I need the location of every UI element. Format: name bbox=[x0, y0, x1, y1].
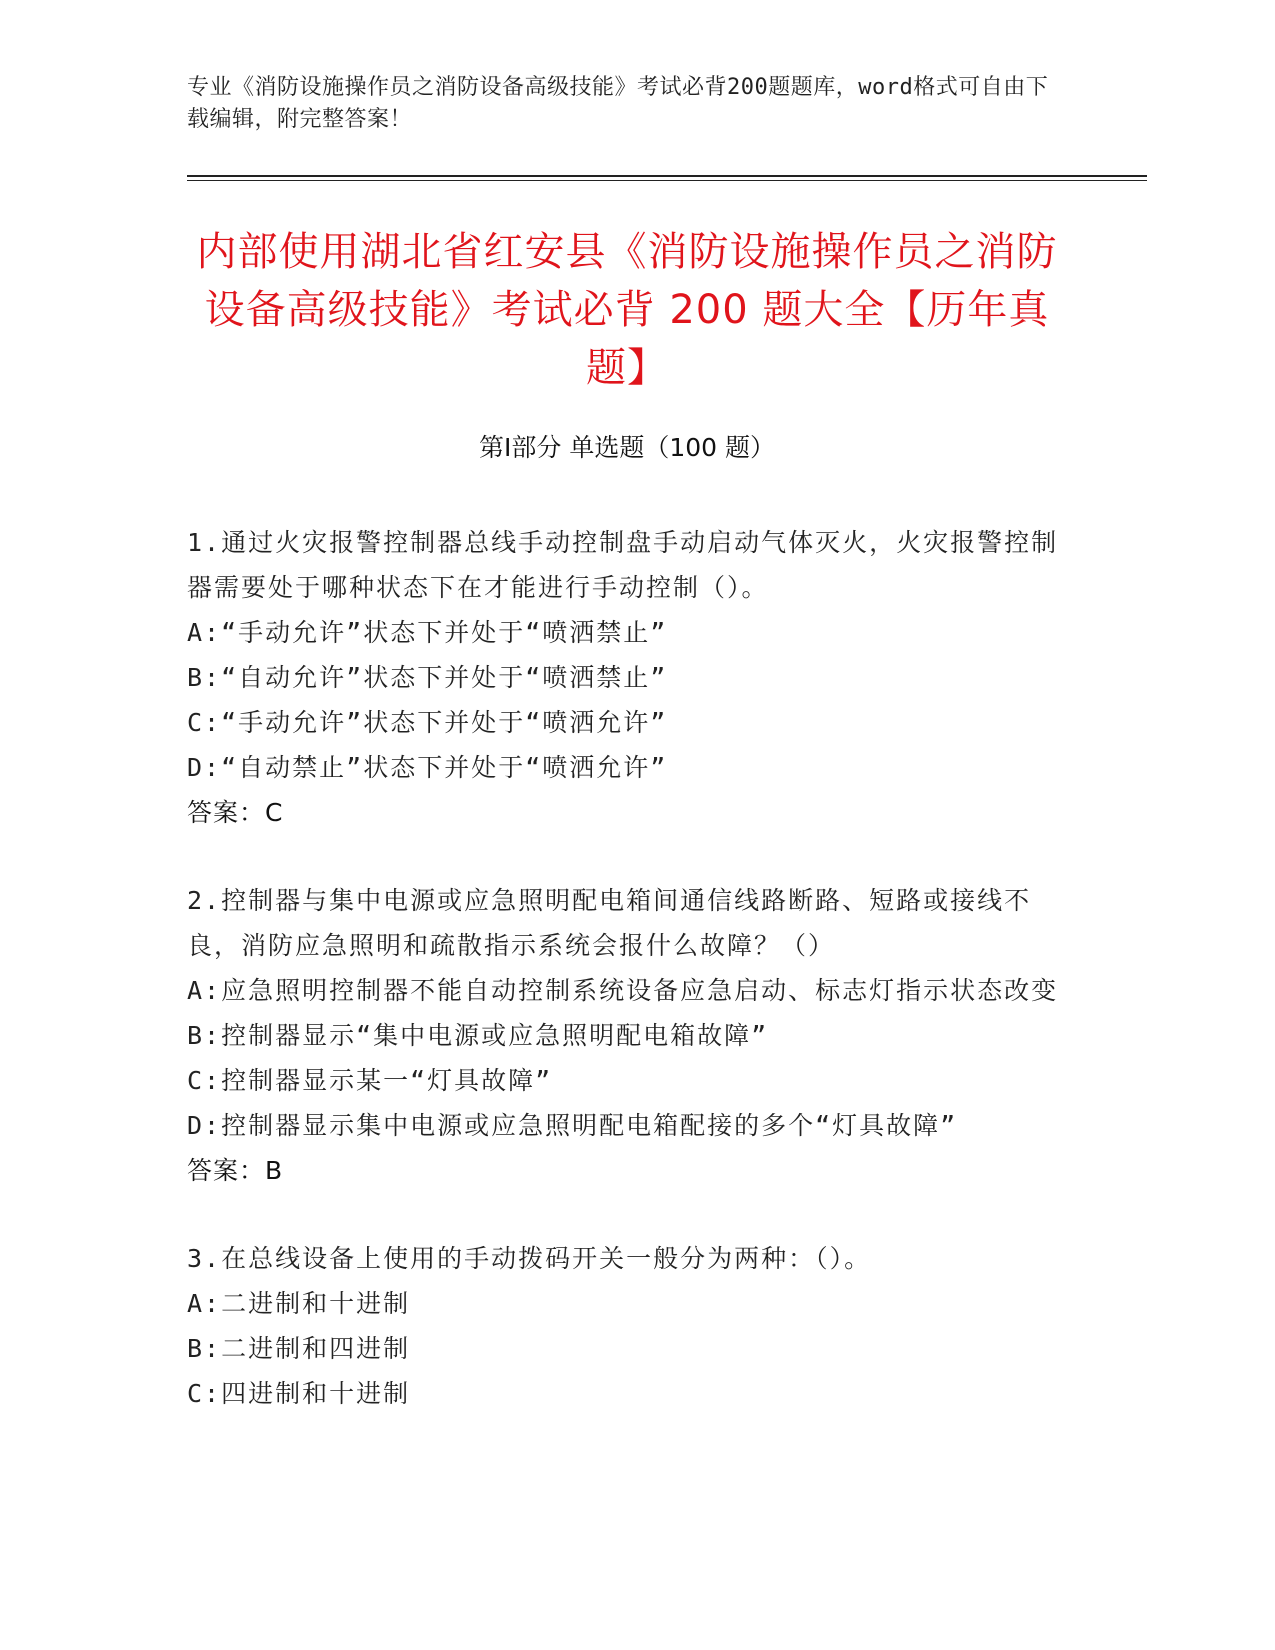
option-b: B:“自动允许”状态下并处于“喷洒禁止” bbox=[187, 663, 668, 692]
option-d: D:控制器显示集中电源或应急照明配电箱配接的多个“灯具故障” bbox=[187, 1111, 958, 1140]
option-c: C:“手动允许”状态下并处于“喷洒允许” bbox=[187, 708, 668, 737]
question-stem: 3.在总线设备上使用的手动拨码开关一般分为两种：（）。 bbox=[187, 1244, 872, 1273]
question-2 bbox=[187, 878, 1067, 1193]
question-stem: 2.控制器与集中电源或应急照明配电箱间通信线路断路、短路或接线不良，消防应急照明和疏散指示系统会报什么故障？（） bbox=[187, 886, 1032, 960]
question-list bbox=[187, 520, 1067, 1459]
header-note: 专业《消防设施操作员之消防设备高级技能》考试必背200题题库，word格式可自由下载编辑，附完整答案！ bbox=[187, 75, 1049, 132]
option-b: B:控制器显示“集中电源或应急照明配电箱故障” bbox=[187, 1021, 769, 1050]
header-rule-thick bbox=[187, 175, 1147, 177]
option-c: C:四进制和十进制 bbox=[187, 1379, 411, 1408]
question-3 bbox=[187, 1236, 1067, 1416]
option-d: D:“自动禁止”状态下并处于“喷洒允许” bbox=[187, 753, 668, 782]
document-title: 内部使用湖北省红安县《消防设施操作员之消防设备高级技能》考试必背 200 题大全【历年真题】 bbox=[196, 229, 1058, 391]
answer: 答案：C bbox=[187, 798, 284, 827]
option-a: A:“手动允许”状态下并处于“喷洒禁止” bbox=[187, 618, 668, 647]
question-1 bbox=[187, 520, 1067, 835]
option-b: B:二进制和四进制 bbox=[187, 1334, 411, 1363]
option-a: A:二进制和十进制 bbox=[187, 1289, 411, 1318]
option-c: C:控制器显示某一“灯具故障” bbox=[187, 1066, 553, 1095]
option-a: A:应急照明控制器不能自动控制系统设备应急启动、标志灯指示状态改变 bbox=[187, 976, 1059, 1005]
header-rule-thin bbox=[187, 180, 1147, 181]
section-title: 第Ⅰ部分 单选题（100 题） bbox=[479, 433, 775, 462]
answer: 答案：B bbox=[187, 1156, 284, 1185]
question-stem: 1.通过火灾报警控制器总线手动控制盘手动启动气体灭火，火灾报警控制器需要处于哪种状态下在才能进行手动控制（）。 bbox=[187, 528, 1059, 602]
